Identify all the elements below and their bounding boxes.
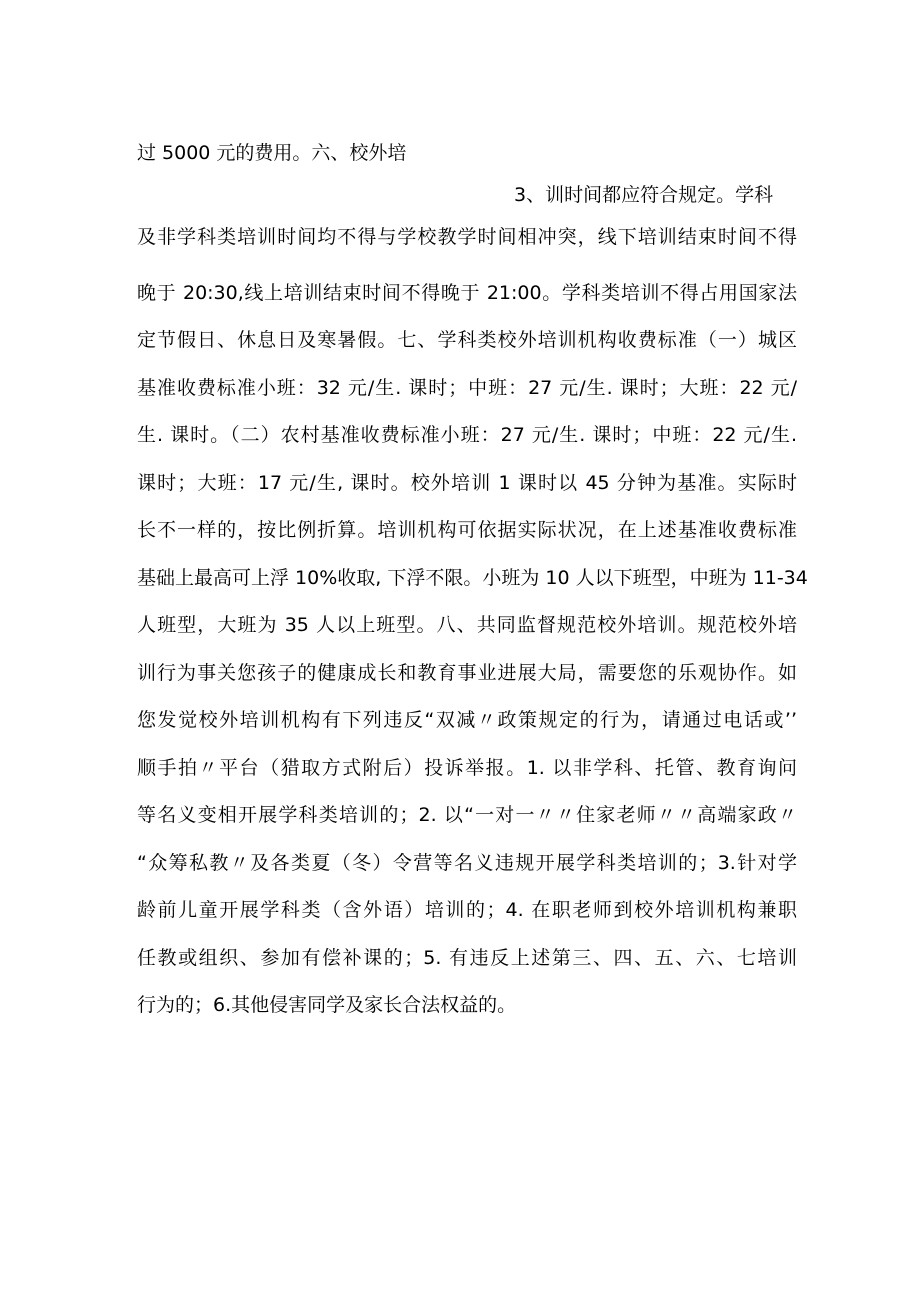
text-line: 及非学科类培训时间均不得与学校教学时间相冲突，线下培训结束时间不得 bbox=[137, 226, 797, 248]
text-line: “众筹私教〃及各类夏（冬）令营等名义违规开展学科类培训的；3.针对学 bbox=[137, 852, 797, 874]
text-line: 3、训时间都应符合规定。学科 bbox=[514, 184, 774, 206]
text-line: 长不一样的，按比例折算。培训机构可依据实际状况，在上述基准收费标准 bbox=[137, 519, 797, 541]
text-line: 课时；大班：17 元/生, 课时。校外培训 1 课时以 45 分钟为基准。实际时 bbox=[137, 472, 797, 494]
text-line: 训行为事关您孩子的健康成长和教育事业进展大局，需要您的乐观协作。如 bbox=[137, 662, 797, 684]
text-line: 顺手拍〃平台（猎取方式附后）投诉举报。1. 以非学科、托管、教育询问 bbox=[137, 757, 797, 779]
text-line: 人班型，大班为 35 人以上班型。八、共同监督规范校外培训。规范校外培 bbox=[137, 614, 797, 636]
text-line: 生. 课时。（二）农村基准收费标准小班：27 元/生. 课时；中班：22 元/生. bbox=[137, 424, 797, 446]
text-line: 基准收费标准小班：32 元/生. 课时；中班：27 元/生. 课时；大班：22 元/ bbox=[137, 377, 797, 399]
text-line: 基础上最高可上浮 10%收取, 下浮不限。小班为 10 人以下班型，中班为 11-34 bbox=[137, 567, 808, 589]
text-line: 任教或组织、参加有偿补课的；5. 有违反上述第三、四、五、六、七培训 bbox=[137, 947, 797, 969]
text-line: 您发觉校外培训机构有下列违反“双减〃政策规定的行为，请通过电话或’’ bbox=[137, 709, 797, 731]
text-line: 晚于 20:30,线上培训结束时间不得晚于 21:00。学科类培训不得占用国家法 bbox=[137, 282, 797, 304]
text-line: 行为的；6.其他侵害同学及家长合法权益的。 bbox=[137, 994, 517, 1016]
text-line: 定节假日、休息日及寒暑假。七、学科类校外培训机构收费标准（一）城区 bbox=[137, 329, 797, 351]
text-line: 过 5000 元的费用。六、校外培 bbox=[137, 142, 407, 164]
text-line: 等名义变相开展学科类培训的；2. 以“一对一〃〃住家老师〃〃高端家政〃 bbox=[137, 804, 797, 826]
text-line: 龄前儿童开展学科类（含外语）培训的；4. 在职老师到校外培训机构兼职 bbox=[137, 899, 797, 921]
